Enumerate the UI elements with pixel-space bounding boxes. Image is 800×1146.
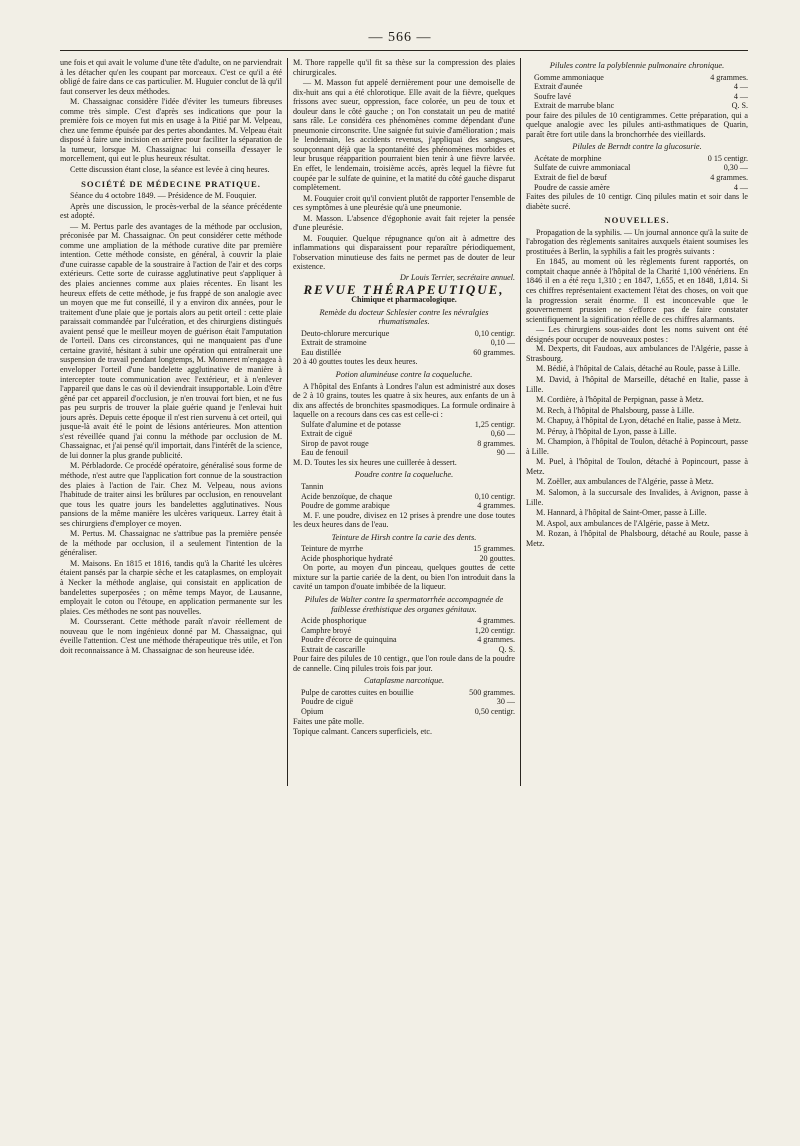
- recipe-row: Acide benzoïque, de chaque 0,10 centigr.: [301, 491, 515, 501]
- appointment-item: M. Dexperts, dit Faudoas, aux ambulances de l'Algérie, passe à Strasbourg.: [526, 344, 748, 363]
- recipe-row: Extrait de cascarille Q. S.: [301, 644, 515, 654]
- review-heading: REVUE THÉRAPEUTIQUE,: [303, 281, 505, 297]
- recipe-row: Teinture de myrrhe 15 grammes.: [301, 544, 515, 554]
- page-number: — 566 —: [368, 30, 432, 45]
- recipe-title: Poudre contre la coqueluche.: [354, 470, 454, 480]
- recipe-note: Pour faire des pilules de 10 centigr., que l'on roule dans de la poudre de cannelle. Cinq pilules trois fois par jour.: [293, 654, 515, 673]
- col1-paragraph: M. Maisons. En 1815 et 1816, tandis qu'à la Charité les ulcères étaient pansés par la charpie sèche et les cataplasmes, on employait à Necker la méthode anglaise, qui consistait en application de bandelettes superposées ; on même temps Mayor, de Lausanne, employait le coton ou l'étoupe, en application permanente sur les plaies. Ces méthodes ne sont pas nouvelles.: [60, 558, 282, 616]
- appointment-item: M. Chapuy, à l'hôpital de Lyon, détaché en Italie, passe à Metz.: [536, 416, 742, 426]
- society-heading: SOCIÉTÉ DE MÉDECINE PRATIQUE.: [81, 178, 261, 189]
- news-paragraph: En 1845, au moment où les règlements furent rapportés, on comptait chaque année à l'hôpital de la Charité 1,100 vénériens. En 1846 il en a été reçu 1,310 ; en 1847, 1,655, et en 1848, 1,814. Si ces chiffres représentaient exactement l'état des choses, on voit que la progression serait énorme. Il est inconcevable que le gouvernement prussien ne s'efforce pas de faire constater scientifiquement la signification réelle de ces chiffres alarmants.: [526, 257, 748, 324]
- recipe-row: Sulfate d'alumine et de potasse 1,25 centigr.: [301, 419, 515, 429]
- col1-paragraph: M. Pertus. M. Chassaignac ne s'attribue pas la première pensée de la méthode par occlusion, il a seulement l'intention de la généraliser.: [60, 529, 282, 558]
- recipe-row: Tannin: [301, 481, 324, 491]
- column-divider-1: [287, 58, 288, 786]
- appointment-item: M. Cordière, à l'hôpital de Perpignan, passe à Metz.: [536, 395, 704, 405]
- appointment-item: M. Salomon, à la succursale des Invalides, à Avignon, passe à Lille.: [526, 487, 748, 507]
- recipe-note: M. D. Toutes les six heures une cuillerée à dessert.: [293, 457, 457, 467]
- appointment-item: M. David, à l'hôpital de Marseille, détaché en Italie, passe à Lille.: [526, 374, 748, 394]
- review-subheading: Chimique et pharmacologique.: [351, 295, 457, 305]
- col1-paragraph: — M. Pertus parle des avantages de la méthode par occlusion, préconisée par M. Chassaignac. On peut considérer cette méthode comme une ampliation de la méthode curative dite par première intention. Cette méthode consiste, en général, à couvrir la plaie d'une cuirasse capable de la soustraire à l'action de l'air et des corps extérieurs. Cette sorte de cuirasse agglutinative peut s'appliquer à des plaies anciennes comme aux plaies récentes. En lisant les heureux effets de cette méthode, je fus frappé de son analogie avec un moyen que me fut conseillé, il y a environ dix années, pour le traitement d'une plaie que je portais alors au petit orteil : cette plaie paraissait commandée par l'ulcération, et des chirurgiens distingués avaient pensé que le meilleur moyen de guérison était l'amputation de l'orteil. Dans ces circonstances, qui ne manquaient pas d'une certaine gravité, hésitant à subir une opération qui entraînerait une suspension de travail pendant longtemps, M. Monneret m'engagea à envelopper l'orteil d'une bandelette agglutinative de manière à intercepter toute communication avec l'extérieur, et à n'enlever l'appareil que dans le cas où il deviendrait insupportable. Loin d'être gêné par cet appareil d'occlusion, je n'en trouvai fort bien, et ne fus pas peu surpris de trouver la plaie guérie quand je l'enlevai huit jours après. Depuis cette époque il n'est rien survenu à cet orteil, qui jusque-là avait été le point de lésions antérieures. Mon attention s'est réveillée quand j'ai connu la méthode par occlusion de M. Chassaignac, et j'ai pensé qu'il importait, dans l'intérêt de la science, de lui donner la plus grande publicité.: [60, 221, 282, 460]
- col1-paragraph: M. Chassaignac considère l'idée d'éviter les tumeurs fibreuses comme très simple. C'est d'après ses indications que pour la première fois ce moyen fut mis en usage à la Pitié par M. Velpeau, chez une femme épuisée par des pertes abondantes. M. Velpeau était disposé à faire une incision en arrière pour faciliter la séparation de la tumeur, lorsque M. Chassaignac lui conseilla d'essayer le morcellement, qui eut le plus heureux résultat.: [60, 97, 282, 164]
- recipe-row: Poudre de cassie amère 4 —: [534, 182, 748, 192]
- recipe-title: Teinture de Hirsh contre la carie des dents.: [331, 532, 477, 542]
- recipe-note: Faites des pilules de 10 centigr. Cinq pilules matin et soir dans le diabète sucré.: [526, 192, 748, 211]
- appointment-list: [526, 344, 748, 548]
- recipe-title: Pilules contre la polyblennie pulmonaire chronique.: [549, 61, 725, 70]
- col1-paragraph: M. Pérbladorde. Ce procédé opératoire, généralisé sous forme de méthode, n'est autre que l'application fort connue de la soustraction des plaies à l'action de l'air. Chez M. Velpeau, nous avions l'habitude de traiter ainsi les brûlures par occlusion, en renouvelant que tous les quatre jours les bandelettes agglutinatives. Nous pansions de la même manière les ulcères variqueux. Larrey était à ses chirurgiens d'employer ce moyen.: [60, 461, 282, 528]
- recipe-row: Soufre lavé 4 —: [534, 91, 748, 101]
- recipe-row: Deuto-chlorure mercurique 0,10 centigr.: [301, 328, 515, 338]
- recipe-note: M. F. une poudre, divisez en 12 prises à prendre une dose toutes les deux heures dans de l'eau.: [293, 510, 515, 530]
- col1-paragraph: une fois et qui avait le volume d'une tête d'adulte, on ne parviendrait à les détacher qu'en les coupant par morceaux. C'est ce qu'il a été obligé de faire dans ce cas particulier. M. Huguier conclut de là qu'il faut conserver les deux méthodes.: [60, 58, 282, 96]
- recipe-title: Potion aluminéuse contre la coqueluche.: [335, 369, 473, 379]
- recipe-rows: [293, 688, 515, 717]
- recipe-row: Eau de fenouil 90 —: [301, 448, 515, 458]
- recipe-row: Acétate de morphine 0 15 centigr.: [534, 153, 748, 163]
- appointment-item: M. Champion, à l'hôpital de Toulon, détaché à Popincourt, passe à Lille.: [526, 437, 748, 456]
- recipe-title: Remède du docteur Schlesier contre les névralgies rhumatismales.: [319, 307, 489, 327]
- col1-paragraph: M. Coursserant. Cette méthode paraît n'avoir réellement de nouveau que le nom ingénieux donné par M. Chassaignac, qui éveille l'attention. C'est une méthode thérapeutique très utile, et l'on doit reconnaissance à M. Chassaignac de son heureuse idée.: [60, 617, 282, 655]
- column-1: [60, 58, 282, 784]
- recipe-text: On porte, au moyen d'un pinceau, quelques gouttes de cette mixture sur la partie cariée de la dent, ou bien l'on introduit dans la cavité un tampon d'ouate imbibée de la liqueur.: [293, 563, 515, 592]
- recipe-title: Pilules de Berndt contre la glucosurie.: [572, 142, 702, 152]
- recipe-row: Acide phosphorique hydraté 20 gouttes.: [301, 553, 515, 563]
- recipe-row: Extrait d'aunée 4 —: [534, 82, 748, 92]
- recipe-rows: [293, 482, 515, 511]
- recipe-row: Extrait de fiel de bœuf 4 grammes.: [534, 173, 748, 183]
- news-heading: NOUVELLES.: [604, 215, 670, 226]
- header-rule: [60, 50, 748, 51]
- recipe-row: Poudre de gomme arabique 4 grammes.: [301, 501, 515, 511]
- news-paragraph: — Les chirurgiens sous-aides dont les noms suivent ont été désignés pour occuper de nouveaux postes :: [526, 325, 748, 344]
- news-paragraph: Propagation de la syphilis. — Un journal annonce qu'à la suite de l'abrogation des règlements sanitaires auxquels étaient soumises les prostituées à Berlin, la syphilis a fait les progrès suivants :: [526, 227, 748, 256]
- recipe-note: Topique calmant. Cancers superficiels, etc.: [293, 727, 432, 737]
- session-line: Séance du 4 octobre 1849. — Présidence de M. Fouquier.: [70, 191, 257, 201]
- recipe-row: Eau distillée 60 grammes.: [301, 347, 515, 357]
- recipe-rows: [293, 544, 515, 563]
- col2-paragraph: M. Masson. L'absence d'égophonie avait fait rejeter la pensée d'une pleurésie.: [293, 213, 515, 233]
- col2-paragraph: M. Fouquier. Quelque répugnance qu'on ait à admettre des inflammations qui disparaissent pour reparaître périodiquement, l'observation minutieuse des faits ne permet pas de douter de leur existence.: [293, 233, 515, 272]
- col2-paragraph: M. Fouquier croit qu'il convient plutôt de rapporter l'ensemble de ces symptômes à une pleurésie qu'à une pneumonie.: [293, 193, 515, 213]
- appointment-item: M. Hannard, à l'hôpital de Saint-Omer, passe à Lille.: [536, 508, 707, 518]
- recipe-row: Sulfate de cuivre ammoniacal 0,30 —: [534, 163, 748, 173]
- recipe-row: Extrait de marrube blanc Q. S.: [534, 101, 748, 111]
- appointment-item: M. Aspol, aux ambulances de l'Algérie, passe à Metz.: [536, 518, 710, 528]
- col1-paragraph: Cette discussion étant close, la séance est levée à cinq heures.: [70, 165, 270, 175]
- appointment-item: M. Puel, à l'hôpital de Toulon, détaché à Popincourt, passe à Metz.: [526, 457, 748, 476]
- recipe-row: Extrait de ciguë 0,60 —: [301, 429, 515, 439]
- col1-paragraph: Après une discussion, le procès-verbal de la séance précédente est adopté.: [60, 201, 282, 221]
- recipe-row: Opium 0,50 centigr.: [301, 707, 515, 716]
- recipe-row: Gomme ammoniaque 4 grammes.: [534, 72, 748, 82]
- recipe-row: Poudre de ciguë 30 —: [301, 697, 515, 707]
- recipe-rows: [293, 420, 515, 458]
- recipe-rows: [293, 329, 515, 358]
- column-3: [526, 58, 748, 784]
- column-2: [293, 58, 515, 784]
- appointment-item: M. Rozan, à l'hôpital de Phalsbourg, détaché au Roule, passe à Metz.: [526, 529, 748, 548]
- appointment-item: M. Péruy, à l'hôpital de Lyon, passe à Lille.: [536, 426, 677, 436]
- recipe-row: Extrait de stramoine 0,10 —: [301, 338, 515, 348]
- appointment-item: M. Rech, à l'hôpital de Phalsbourg, passe à Lille.: [536, 405, 695, 415]
- recipe-rows: [526, 73, 748, 111]
- recipe-note: 20 à 40 gouttes toutes les deux heures.: [293, 357, 418, 367]
- recipe-text: A l'hôpital des Enfants à Londres l'alun est administré aux doses de 2 à 10 grains, toutes les quatre à six heures, aux enfants de un à dix ans affectés de bronchites spasmodiques. La formule ordinaire à laquelle on a recours dans ces cas est celle-ci :: [293, 381, 515, 420]
- recipe-title: Cataplasme narcotique.: [363, 676, 445, 686]
- recipe-text: pour faire des pilules de 10 centigrammes. Cette préparation, qui a quelque analogie avec les pilules anti-asthmatiques de Quarin, paraît être fort utile dans la bronchorrhée des vieillards.: [526, 110, 748, 139]
- recipe-row: Poudre d'écorce de quinquina 4 grammes.: [301, 635, 515, 645]
- recipe-row: Pulpe de carottes cuites en bouillie 500 grammes.: [301, 687, 515, 697]
- col2-paragraph: — M. Masson fut appelé dernièrement pour une demoiselle de dix-huit ans qui a été chlorotique. Elle avait de la fièvre, quelques frissons avec sueur, oppression, face colorée, un peu de toux et douleur dans le côté gauche ; on l'on constatait un peu de matité sans râle. Le considéra ces phénomènes comme dépendant d'une pneumonie circonscrite. Une saignée fut suivie d'amélioration ; mais le lendemain, les accidents revenus, j'appliquai des sangsues, soupçonnant déjà que la spontanéité des phénomènes morbides et leur brusque réapparition pourraient bien tenir à une fièvre larvée. En effet, le lendemain, troisième accès, après lequel la fièvre fut coupée par le sulfate de quinine, et la matité du côté gauche disparut complètement.: [293, 78, 515, 193]
- recipe-row: Sirop de pavot rouge 8 grammes.: [301, 438, 515, 448]
- recipe-rows: [526, 154, 748, 192]
- recipe-rows: [293, 616, 515, 654]
- column-divider-2: [520, 58, 521, 786]
- recipe-note: Faites une pâte molle.: [293, 716, 365, 726]
- col2-paragraph: M. Thore rappelle qu'il fit sa thèse sur la compression des plaies chirurgicales.: [293, 58, 515, 77]
- recipe-row: Acide phosphorique 4 grammes.: [301, 616, 515, 626]
- appointment-item: M. Bédié, à l'hôpital de Calais, détaché au Roule, passe à Lille.: [536, 364, 741, 374]
- recipe-row: Camphre broyé 1,20 centigr.: [301, 625, 515, 635]
- recipe-title: Pilules de Walter contre la spermatorrhée accompagnée de faiblesse érethistique des organes génitaux.: [304, 594, 504, 614]
- appointment-item: M. Zoëller, aux ambulances de l'Algérie, passe à Metz.: [536, 477, 714, 487]
- secretary-signature: Dr Louis Terrier, secrétaire annuel.: [400, 273, 515, 283]
